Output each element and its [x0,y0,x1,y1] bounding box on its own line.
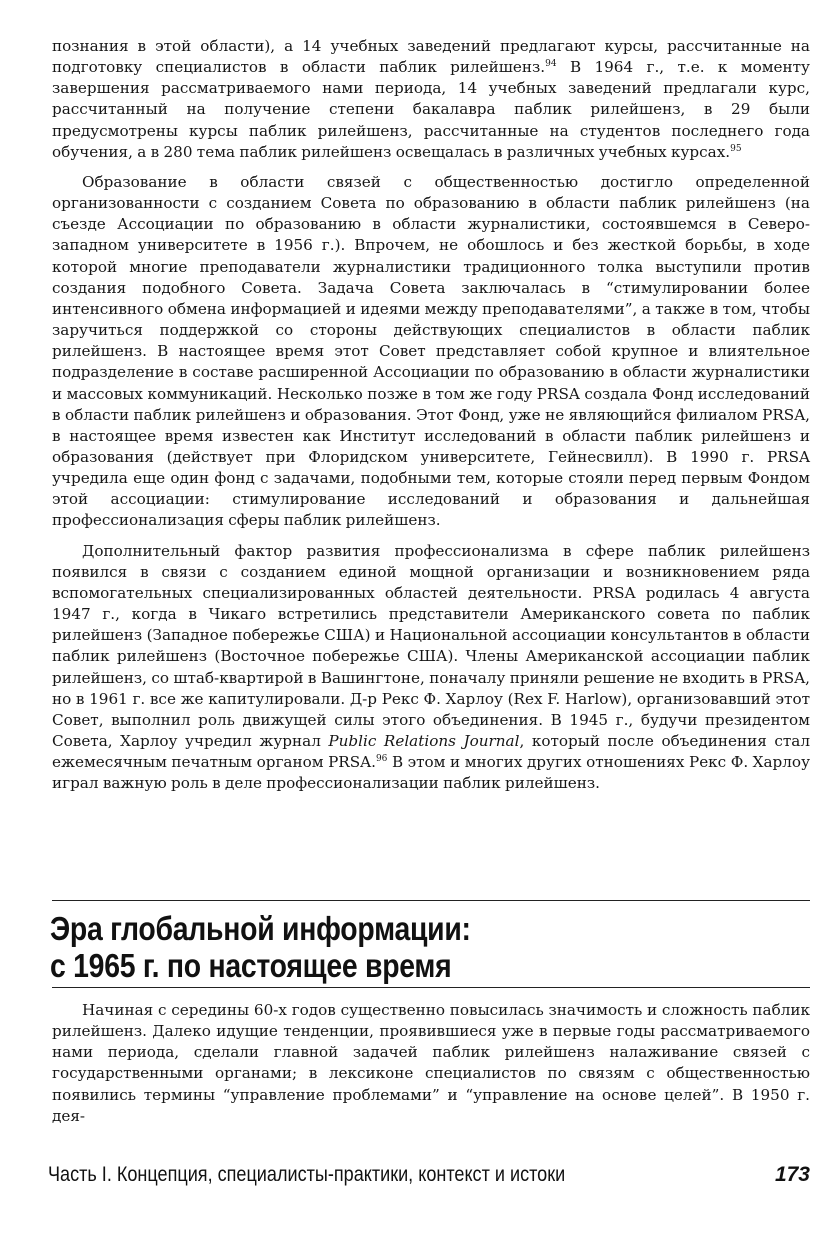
paragraph-4: Начиная с середины 60-х годов существенно повысилась значимость и сложность паблик рилейшенз. Далеко идущие тенденции, проявившиеся уже в первые годы рассматриваемого нами периода, сделали главной задачей паблик рилейшенз налаживание связей с государственными органами; в лексиконе специалистов по связям с общественностью появились термины “управление проблемами” и “управление на основе целей”. В 1950 г. дея- [52,1001,810,1125]
footnote-ref-95: 95 [730,143,742,154]
paragraph-3-text-c: В этом и многих других отношениях Рекс Ф. Харлоу играл важную роль в деле профессионализации паблик рилейшенз. [52,753,811,793]
section-text [52,1000,810,1127]
heading-rule-bottom [52,987,810,988]
page-footer [48,1163,810,1189]
journal-title: Public Relations Journal [328,732,520,750]
section-heading-line-2: с 1965 г. по настоящее время [50,947,452,984]
section-heading-line-1: Эра глобальной информации: [50,910,471,947]
paragraph-3-text-a: Дополнительный фактор развития профессионализма в сфере паблик рилейшенз появился в связи с созданием единой мощной организации и возникновением ряда вспомогательных специализированных областей деятельности. PRSA родилась 4 августа 1947 г., когда в Чикаго встретились представители Американского совета по паблик рилейшенз (Западное побережье США) и Национальной ассоциации консультантов в области паблик рилейшенз (Восточное побережье США). Члены Американской ассоциации паблик рилейшенз, со штаб-квартирой в Вашингтоне, поначалу приняли решение не входить в PRSA, но в 1961 г. все же капитулировали. Д-р Рекс Ф. Харлоу (Rex F. Harlow), организовавший этот Совет, выполнил роль движущей силы этого объединения. В 1945 г., будучи президентом Совета, Харлоу учредил журнал [52,541,810,750]
paragraph-3-text-b: , который после объединения стал ежемесячным печатным органом PRSA. [52,732,810,772]
main-text [52,36,810,794]
page-number: 173 [774,1163,810,1186]
paragraph-2: Образование в области связей с общественностью достигло определенной организованности с созданием Совета по образованию в области паблик рилейшенз (на съезде Ассоциации по образованию в области журналистики, состоявшемся в Северо-западном университете в 1956 г.). Впрочем, не обошлось и без жесткой борьбы, в ходе которой многие преподаватели журналистики традиционного толка выступили против создания подобного Совета. Задача Совета заключалась в “стимулировании более интенсивного обмена информацией и идеями между преподавателями”, а также в том, чтобы заручиться поддержкой со стороны действующих специалистов в области паблик рилейшенз. В настоящее время этот Совет представляет собой крупное и влиятельное подразделение в составе расширенной Ассоциации по образованию в области журналистики и массовых коммуникаций. Несколько позже в том же году PRSA создала Фонд исследований в области паблик рилейшенз и образования. Этот Фонд, уже не являющийся филиалом PRSA, в настоящее время известен как Институт исследований в области паблик рилейшенз и образования (действует при Флоридском университете, Гейнесвилл). В 1990 г. PRSA учредила еще один фонд с задачами, подобными тем, которые стояли перед первым Фондом этой ассоциации: стимулирование исследований и образования и дальнейшая профессионализация сферы паблик рилейшенз. [52,172,810,530]
section-heading [50,910,704,984]
heading-rule-top [52,900,810,901]
running-footer-title: Часть I. Концепция, специалисты-практики, контекст и истоки [48,1163,566,1186]
footnote-ref-94: 94 [545,59,557,70]
paragraph-1-text-b: В 1964 г., т.е. к моменту завершения рассматриваемого нами периода, 14 учебных заведений предлагали курс, рассчитанный на получение степени бакалавра паблик рилейшенз, в 29 были предусмотрены курсы паблик рилейшенз, рассчитанные на студентов последнего года обучения, а в 280 тема паблик рилейшенз освещалась в различных учебных курсах. [52,58,810,161]
paragraph-1 [52,36,810,163]
paragraph-3 [52,541,810,795]
footnote-ref-96: 96 [375,754,388,765]
paragraph-1-text-a: познания в этой области), а 14 учебных заведений предлагают курсы, рассчитанные на подготовку специалистов в области паблик рилейшенз. [52,37,810,77]
